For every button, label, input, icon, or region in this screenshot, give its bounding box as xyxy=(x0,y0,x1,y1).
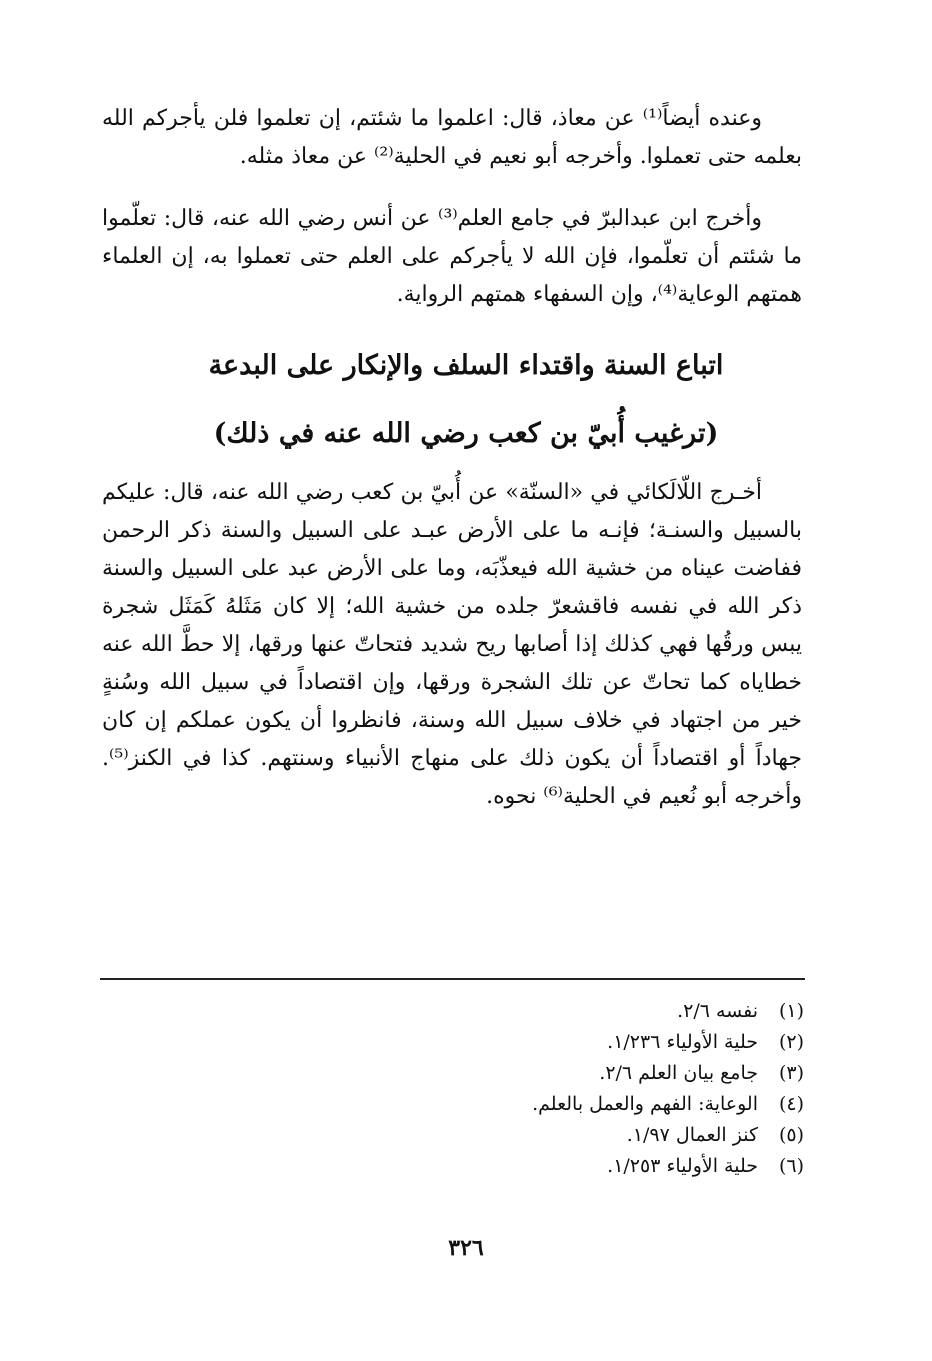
paragraph-text: وأخرج ابن عبدالبرّ في جامع العلم⁽³⁾ عن أنس رضي الله عنه، قال: تعلّموا ما شئتم أن تعلّموا، فإن الله لا يأجركم على العلم حتى تعملوا به، إن العلماء همتهم الوعاية⁽⁴⁾، وإن السفهاء همتهم الرواية. xyxy=(102,206,802,307)
footnote-item xyxy=(304,996,804,1027)
footnote-text: كنز العمال ١/٩٧. xyxy=(626,1124,758,1146)
footnote-item xyxy=(304,1027,804,1058)
footnote-item xyxy=(304,1151,804,1182)
page-number: ٣٢٦ xyxy=(448,1235,484,1261)
paragraph-muadh xyxy=(102,100,802,176)
section-heading: اتباع السنة واقتداء السلف والإنكار على البدعة xyxy=(208,350,724,381)
section-subheading: (ترغيب أُبيّ بن كعب رضي الله عنه في ذلك) xyxy=(213,418,719,449)
footnote-text: نفسه ٢/٦. xyxy=(677,1000,758,1022)
footnote-item xyxy=(304,1089,804,1120)
footnote-text: حلية الأولياء ١/٢٥٣. xyxy=(607,1155,758,1177)
paragraph-ubayy xyxy=(102,474,802,816)
footnote-number: (٥) xyxy=(778,1124,804,1146)
paragraph-anas xyxy=(102,200,802,314)
footnote-item xyxy=(304,1058,804,1089)
footnote-divider xyxy=(100,978,805,980)
footnotes-list xyxy=(304,996,804,1182)
footnote-text: جامع بيان العلم ٢/٦. xyxy=(599,1062,758,1084)
paragraph-text: أخـرج اللّالَكائي في «السنّة» عن أُبيّ بن كعب رضي الله عنه، قال: عليكم بالسبيل والسنـة؛ فإنـه ما على الأرض عبـد على السبيل والسنة ذكر الرحمن ففاضت عيناه من خشية الله فيعذّبَه، وما على الأرض عبد على السبيل والسنة ذكر الله في نفسه فاقشعرّ جلده من خشية الله؛ إلا كان مَثَلهُ كَمَثَل شجرة يبس ورقُها فهي كذلك إذا أصابها ريح شديد فتحاتّ عنها ورقها، إلا حطَّ الله عنه خطاياه كما تحاتّ عن تلك الشجرة ورقها، وإن اقتصاداً في سبيل الله وسُنةٍ خير من اجتهاد في خلاف سبيل الله وسنة، فانظروا أن يكون عملكم إن كان جهاداً أو اقتصاداً أن يكون ذلك على منهاج الأنبياء وسنتهم. كذا في الكنز⁽⁵⁾. وأخرجه أبو نُعيم في الحلية⁽⁶⁾ نحوه. xyxy=(102,480,802,809)
footnote-number: (٤) xyxy=(778,1093,804,1115)
footnote-text: الوعاية: الفهم والعمل بالعلم. xyxy=(532,1093,758,1115)
footnote-text: حلية الأولياء ١/٢٣٦. xyxy=(607,1031,758,1053)
footnote-number: (١) xyxy=(778,1000,804,1022)
paragraph-text: وعنده أيضاً⁽¹⁾ عن معاذ، قال: اعلموا ما شئتم، إن تعلموا فلن يأجركم الله بعلمه حتى تعملوا. وأخرجه أبو نعيم في الحلية⁽²⁾ عن معاذ مثله. xyxy=(102,106,802,169)
footnote-number: (٢) xyxy=(778,1031,804,1053)
footnote-item xyxy=(304,1120,804,1151)
footnote-number: (٣) xyxy=(778,1062,804,1084)
footnote-number: (٦) xyxy=(778,1155,804,1177)
